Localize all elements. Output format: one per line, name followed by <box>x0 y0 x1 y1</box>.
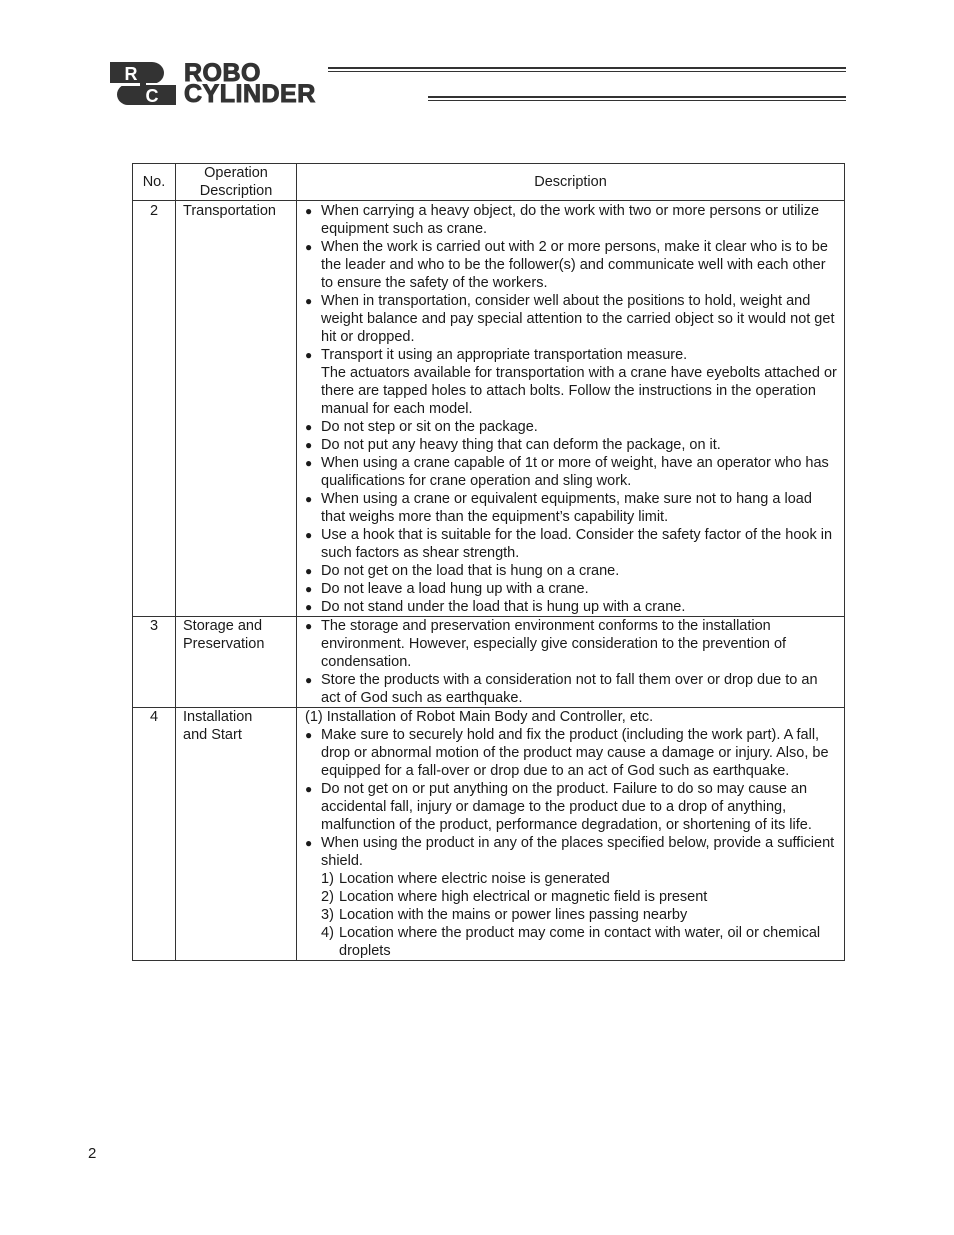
operation-cell <box>176 201 297 617</box>
header-operation: Operation Description <box>176 164 297 201</box>
list-item: ● Use a hook that is suitable for the load. Consider the safety factor of the hook in such factors as shear strength. <box>305 526 838 562</box>
description-cell <box>297 708 845 961</box>
safety-operation-table <box>132 163 845 961</box>
list-item: 4) Location where the product may come in contact with water, oil or chemical droplets <box>321 925 821 959</box>
header-rule-bottom <box>428 96 846 98</box>
location-list <box>305 870 838 960</box>
operation-label: Transportation <box>183 203 276 219</box>
list-item: 2) Location where high electrical or magnetic field is present <box>321 889 708 905</box>
header-rule-top <box>328 67 846 69</box>
svg-text:C: C <box>145 86 159 106</box>
list-item: ● Do not get on or put anything on the product. Failure to do so may cause an accidental fall, injury or damage to the product due to a drop of anything, malfunction of the product, performance degradation, or shortening of its life. <box>305 780 838 834</box>
rc-logo-mark-icon <box>106 60 178 106</box>
list-item: ● When using the product in any of the places specified below, provide a sufficient shield. <box>305 834 838 870</box>
operation-label: Installation <box>183 709 253 725</box>
description-cell <box>297 201 845 617</box>
table-row <box>133 708 845 961</box>
list-item: ● Store the products with a consideration not to fall them over or drop due to an act of God such as earthquake. <box>305 671 838 707</box>
list-item: ● Do not stand under the load that is hung up with a crane. <box>305 598 838 616</box>
table-header-row <box>133 164 845 201</box>
operation-label: Storage and <box>183 618 263 634</box>
list-item: ● When using a crane capable of 1t or more of weight, have an operator who has qualifications for crane operation and sling work. <box>305 454 838 490</box>
list-item: ● The storage and preservation environment conforms to the installation environment. However, especially give consideration to the prevention of condensation. <box>305 617 838 671</box>
description-cell <box>297 617 845 708</box>
list-item: ● When using a crane or equivalent equipments, make sure not to hang a load that weighs more than the equipment’s capability limit. <box>305 490 838 526</box>
list-item: ● Do not put any heavy thing that can deform the package, on it. <box>305 436 838 454</box>
row-number: 2 <box>133 201 176 617</box>
operation-label: and Start <box>183 727 242 743</box>
logo-word-robo: ROBO <box>184 59 261 87</box>
list-item: ● Transport it using an appropriate transportation measure. <box>305 346 838 364</box>
section-heading: (1) Installation of Robot Main Body and Controller, etc. <box>305 709 654 725</box>
operation-label: Preservation <box>183 636 265 652</box>
list-item: ● When the work is carried out with 2 or more persons, make it clear who is to be the leader and who to be the follower(s) and communicate well with each other to ensure the safety of the workers. <box>305 238 838 292</box>
list-item: 1) Location where electric noise is generated <box>321 871 610 887</box>
page-number: 2 <box>88 1145 97 1162</box>
list-item: ● When in transportation, consider well about the positions to hold, weight and weight balance and pay special attention to the carried object so it would not get hit or dropped. <box>305 292 838 346</box>
table-row <box>133 617 845 708</box>
header-description: Description <box>297 164 845 201</box>
list-item: ● When carrying a heavy object, do the work with two or more persons or utilize equipment such as crane. <box>305 202 838 238</box>
robo-cylinder-logo <box>106 60 846 106</box>
list-item: ● Do not leave a load hung up with a crane. <box>305 580 838 598</box>
svg-text:R: R <box>124 64 138 84</box>
list-item-note: The actuators available for transportation with a crane have eyebolts attached or there are tapped holes to attach bolts. Follow the instructions in the operation manual for each model. <box>321 365 837 417</box>
table-row <box>133 201 845 617</box>
header-no: No. <box>133 164 176 201</box>
list-item: ● Make sure to securely hold and fix the product (including the work part). A fall, drop or abnormal motion of the product may cause a damage or injury. Also, be equipped for a fall-over or drop due to an act of God such as earthquake. <box>305 726 838 780</box>
list-item: ● Do not step or sit on the package. <box>305 418 838 436</box>
logo-word-cylinder: CYLINDER <box>184 80 316 108</box>
list-item: 3) Location with the mains or power lines passing nearby <box>321 907 688 923</box>
row-number: 3 <box>133 617 176 708</box>
operation-cell <box>176 617 297 708</box>
operation-cell <box>176 708 297 961</box>
row-number: 4 <box>133 708 176 961</box>
list-item: ● Do not get on the load that is hung on a crane. <box>305 562 838 580</box>
